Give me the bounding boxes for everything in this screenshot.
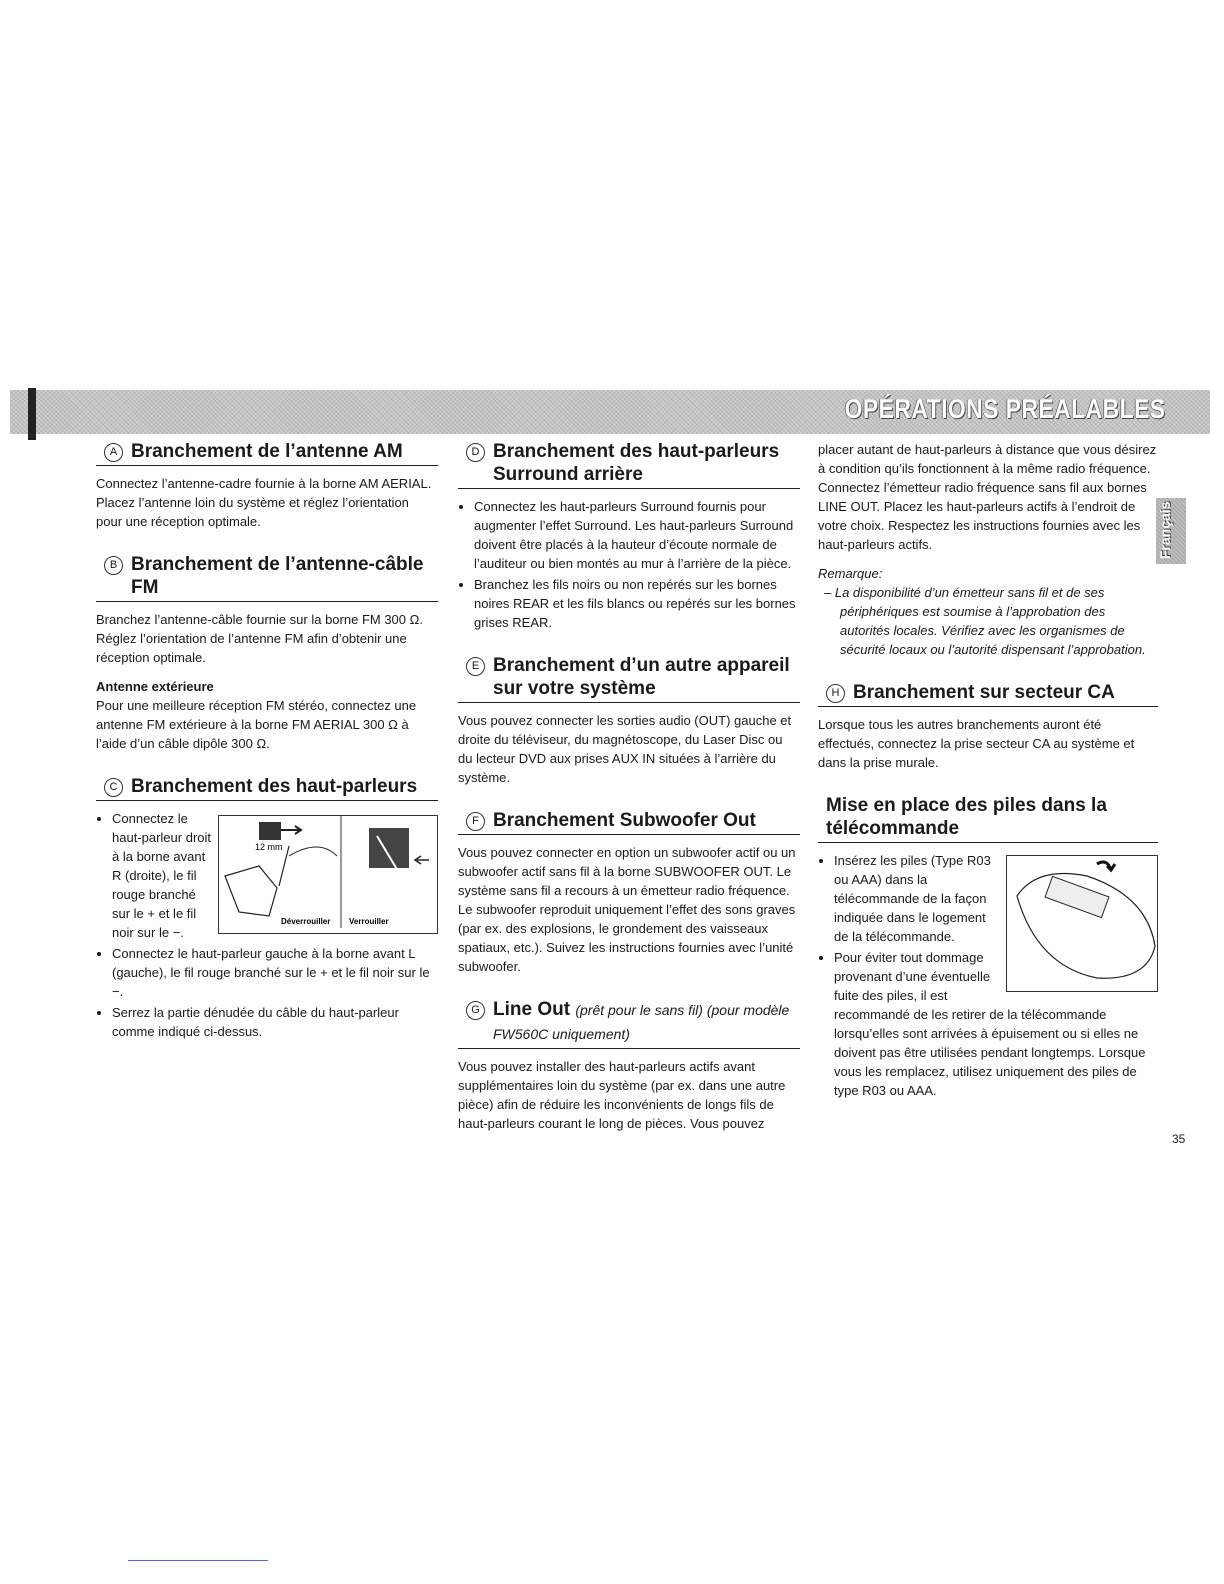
section-f-body: Vous pouvez connecter en option un subwoofer actif ou un subwoofer actif sans fil à la borne SUBWOOFER OUT. Le système sans fil a recours à un émetteur radio fréquence. Le subwoofer reproduit uniquement l’effet des sons graves (par ex. des explosions, le grondement des vaisseaux spatiaux, etc.). Suivez les instructions fournies avec l’unité subwoofer. — [458, 845, 796, 974]
remote-battery-illustration — [1007, 856, 1157, 986]
list-item: • Serrez la partie dénudée du câble du haut-parleur comme indiqué ci-dessus. — [112, 1003, 438, 1041]
column-2 — [458, 440, 800, 1147]
note-label: Remarque: — [818, 566, 883, 581]
section-badge: G — [466, 1001, 485, 1020]
arrow-icon — [415, 856, 429, 864]
section-b-body: Branchez l’antenne-câble fournie sur la borne FM 300 Ω. Réglez l’orientation de l’antenne FM afin d’obtenir une réception optimale. — [96, 612, 423, 665]
section-a-title: Branchement de l’antenne AM — [131, 441, 403, 462]
section-badge: H — [826, 684, 845, 703]
list-item: • Pour éviter tout dommage provenant d’une éventuelle fuite des piles, il est recommandé de les retirer de la télécommande lorsqu’elles sont arrivées à épuisement ou si elles ne doivent pas être utilisées pendant longtemps. Lorsque vous les remplacez, utilisez uniquement des piles de type R03 ou AAA. — [834, 948, 1158, 1100]
note-text: – La disponibilité d’un émetteur sans fil et de ses périphériques est soumise à l’approbation des autorités locales. Vérifiez avec les organismes de sécurité locaux ou l’autorité dispensant l’approbation. — [824, 585, 1146, 657]
section-badge: F — [466, 812, 485, 831]
list-item: • Insérez les piles (Type R03 ou AAA) dans la télécommande de la façon indiquée dans le logement de la télécommande. — [834, 851, 1158, 946]
list-item: • Branchez les fils noirs ou non repérés sur les bornes noires REAR et les fils blancs ou repérés sur les bornes grises REAR. — [474, 575, 800, 632]
hand-icon — [225, 846, 289, 916]
section-e-body: Vous pouvez connecter les sorties audio (OUT) gauche et droite du téléviseur, du magnétoscope, du Laser Disc ou du lecteur DVD aux prises AUX IN situées à l’arrière du système. — [458, 713, 792, 785]
footer-line — [128, 1560, 268, 1561]
section-a-heading — [96, 440, 438, 466]
section-e-heading — [458, 654, 800, 703]
wire-icon — [289, 847, 337, 856]
section-a-body: Connectez l’antenne-cadre fournie à la borne AM AERIAL. Placez l’antenne loin du système et réglez l’orientation pour une réception optimale. — [96, 476, 432, 529]
section-b-title: Branchement de l’antenne-câble FM — [131, 554, 424, 598]
section-b-sub-body: Pour une meilleure réception FM stéréo, connectez une antenne FM extérieure à la borne FM AERIAL 300 Ω à l’aide d’un câble dipôle 300 Ω. — [96, 698, 417, 751]
terminal-closed — [369, 828, 409, 868]
section-badge: B — [104, 556, 123, 575]
header-mark — [28, 388, 36, 440]
unlock-label: Déverrouiller — [281, 917, 331, 926]
section-d-list — [458, 497, 800, 632]
section-d-title: Branchement des haut-parleurs Surround arrière — [493, 441, 780, 485]
page-number: 35 — [1172, 1132, 1186, 1146]
section-f-title: Branchement Subwoofer Out — [493, 810, 756, 831]
section-badge: A — [104, 443, 123, 462]
section-g-title-note: (prêt pour le sans fil) (pour modèle FW560C uniquement) — [493, 1002, 790, 1042]
page-title: OPÉRATIONS PRÉALABLES — [845, 394, 1166, 424]
section-e-title: Branchement d’un autre appareil sur votre système — [493, 655, 790, 699]
section-c-heading — [96, 775, 438, 801]
section-d-heading — [458, 440, 800, 489]
list-item: • Connectez les haut-parleurs Surround fournis pour augmenter l’effet Surround. Les haut-parleurs Surround doivent être placés à la hauteur d’écoute normale de l’auditeur ou bien montés au mur à l’arrière de la pièce. — [474, 497, 800, 573]
batteries-heading: Mise en place des piles dans la télécommande — [818, 794, 1158, 843]
language-tab-label: Français — [1157, 501, 1173, 559]
section-g-title-wrap — [493, 998, 800, 1046]
list-item: • Connectez le haut-parleur droit à la borne avant R (droite), le fil rouge branché sur le + et le fil noir sur le −. — [112, 809, 438, 942]
section-b-subtitle: Antenne extérieure — [96, 679, 214, 694]
section-c-title: Branchement des haut-parleurs — [131, 776, 418, 797]
section-f-heading — [458, 809, 800, 835]
battery-compartment-icon — [1045, 876, 1109, 917]
section-g-body: Vous pouvez installer des haut-parleurs actifs avant supplémentaires loin du système (par ex. dans une autre pièce) afin de réduire les inconvénients de longs fils de haut-parleurs courant le long de pièces. Vous pouvez — [458, 1059, 786, 1131]
section-g-body-continued: placer autant de haut-parleurs à distance que vous désirez à condition qu’ils fonctionnent à la même radio fréquence. Connectez l’émetteur radio fréquence sans fil aux bornes LINE OUT. Placez les haut-parleurs actifs à l’endroit de votre choix. Respectez les instructions fournies avec les haut-parleurs actifs. — [818, 442, 1157, 552]
list-item: • Connectez le haut-parleur gauche à la borne avant L (gauche), le fil rouge branché sur le + et le fil noir sur le −. — [112, 944, 438, 1001]
section-g-heading — [458, 998, 800, 1049]
section-h-title: Branchement sur secteur CA — [853, 682, 1115, 703]
section-h-body: Lorsque tous les autres branchements auront été effectués, connectez la prise secteur CA au système et dans la prise murale. — [818, 717, 1135, 770]
section-b-heading — [96, 553, 438, 602]
speaker-terminal-illustration — [219, 816, 437, 928]
speaker-wire-figure — [218, 815, 438, 934]
figure-measure-label: 12 mm — [255, 842, 283, 852]
column-3 — [818, 440, 1158, 1114]
section-h-heading — [818, 681, 1158, 707]
section-badge: D — [466, 443, 485, 462]
arrow-icon — [281, 826, 301, 834]
arrow-icon — [1097, 862, 1115, 870]
section-badge: C — [104, 778, 123, 797]
battery-figure — [1006, 855, 1158, 992]
lock-label: Verrouiller — [349, 917, 389, 926]
section-badge: E — [466, 657, 485, 676]
terminal-clip — [259, 822, 281, 840]
section-g-title: Line Out — [493, 999, 571, 1020]
column-1 — [96, 440, 438, 1055]
